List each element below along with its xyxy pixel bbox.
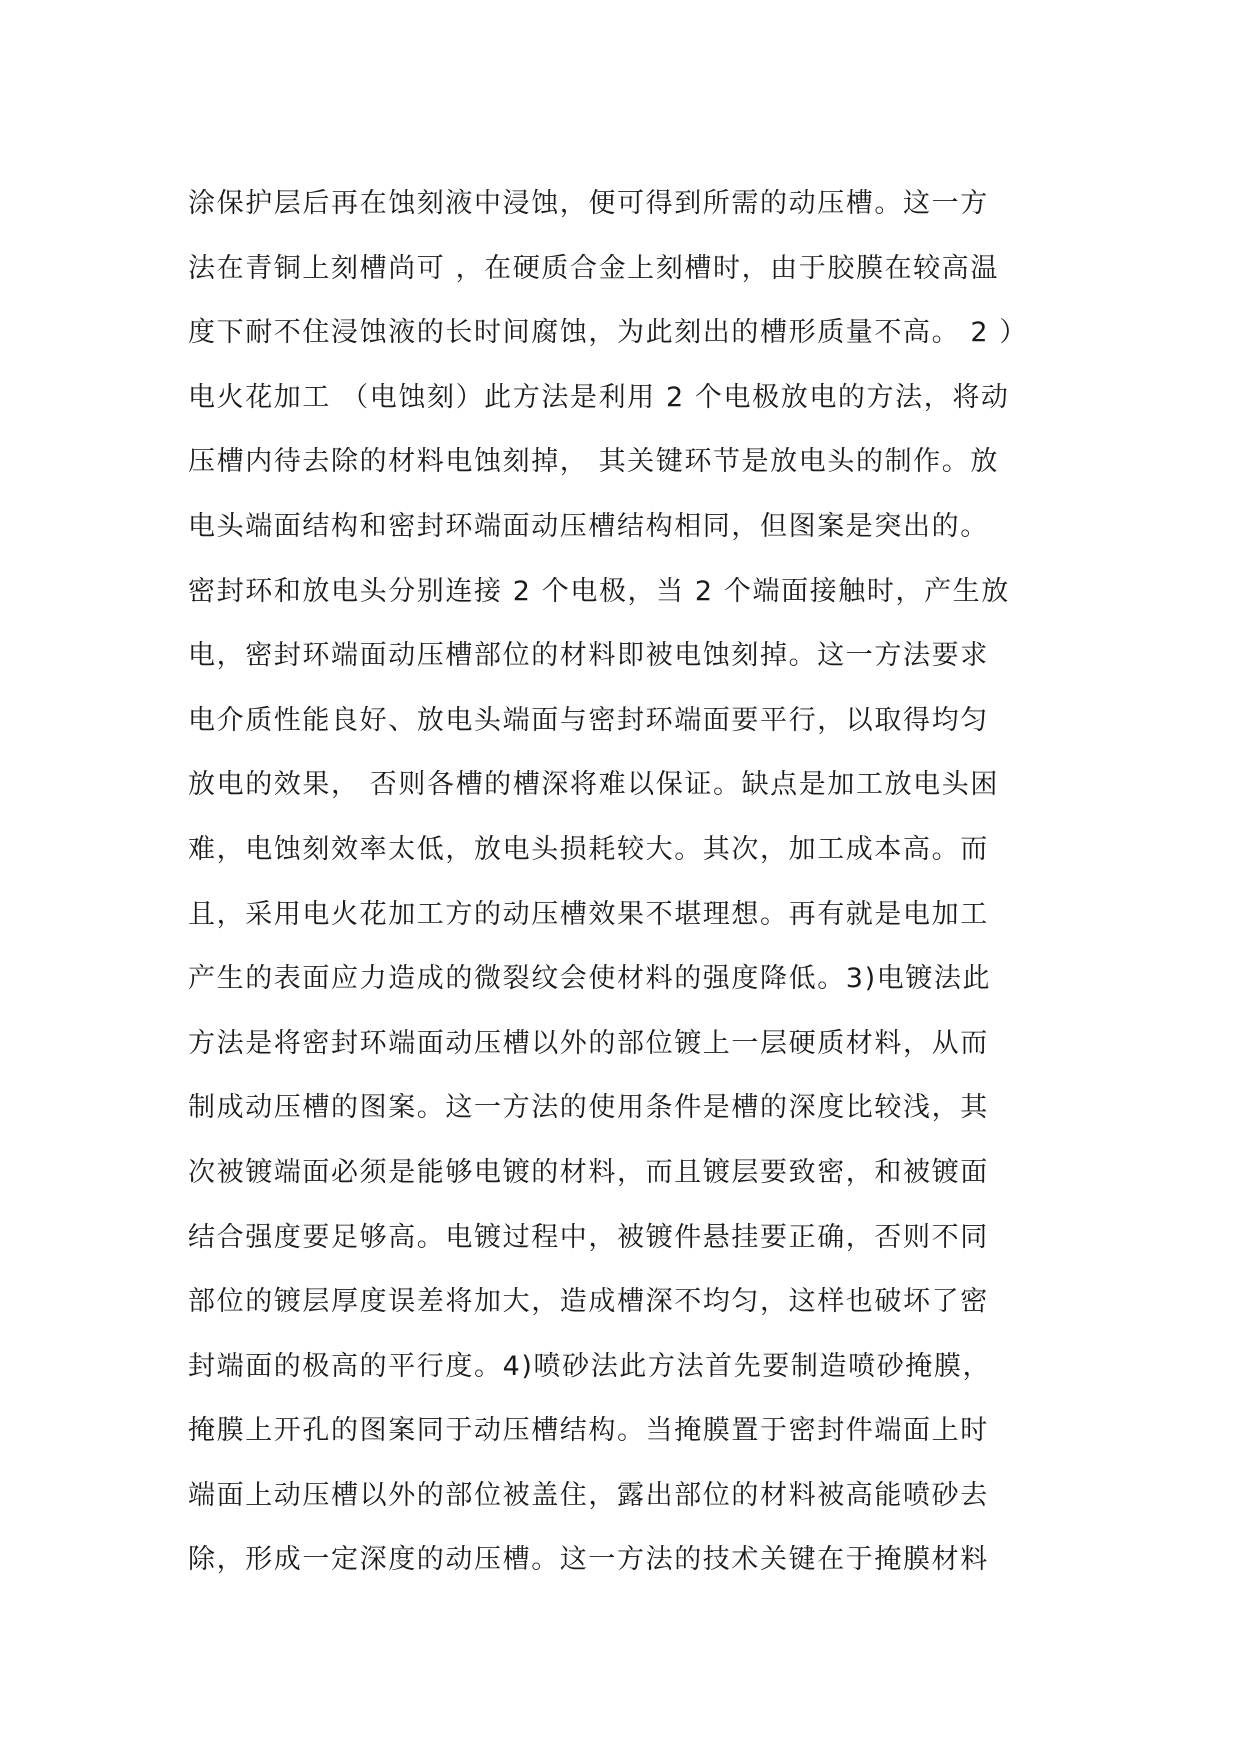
text-line: 掩膜上开孔的图案同于动压槽结构。当掩膜置于密封件端面上时 <box>188 1415 989 1447</box>
text-line: 电火花加工 （电蚀刻）此方法是利用 2 个电极放电的方法，将动 <box>188 381 1010 413</box>
body-text <box>188 172 1068 1593</box>
text-line: 电介质性能良好、放电头端面与密封环端面要平行，以取得均匀 <box>188 704 989 736</box>
text-line: 度下耐不住浸蚀液的长时间腐蚀，为此刻出的槽形质量不高。 2 ） <box>188 317 1028 349</box>
text-line: 结合强度要足够高。电镀过程中，被镀件悬挂要正确，否则不同 <box>188 1221 989 1253</box>
text-line: 难，电蚀刻效率太低，放电头损耗较大。其次，加工成本高。而 <box>188 833 989 865</box>
text-line: 除，形成一定深度的动压槽。这一方法的技术关键在于掩膜材料 <box>188 1544 989 1576</box>
text-line: 电头端面结构和密封环端面动压槽结构相同，但图案是突出的。 <box>188 510 989 542</box>
text-line: 封端面的极高的平行度。4)喷砂法此方法首先要制造喷砂掩膜， <box>188 1350 992 1382</box>
text-line: 制成动压槽的图案。这一方法的使用条件是槽的深度比较浅，其 <box>188 1092 989 1124</box>
text-line: 端面上动压槽以外的部位被盖住，露出部位的材料被高能喷砂去 <box>188 1479 989 1511</box>
text-line: 次被镀端面必须是能够电镀的材料，而且镀层要致密，和被镀面 <box>188 1156 989 1188</box>
text-line: 放电的效果， 否则各槽的槽深将难以保证。缺点是加工放电头困 <box>188 769 999 801</box>
text-line: 电，密封环端面动压槽部位的材料即被电蚀刻掉。这一方法要求 <box>188 640 989 672</box>
text-line: 部位的镀层厚度误差将加大，造成槽深不均匀，这样也破坏了密 <box>188 1286 989 1318</box>
text-line: 压槽内待去除的材料电蚀刻掉， 其关键环节是放电头的制作。放 <box>188 446 999 478</box>
text-line: 密封环和放电头分别连接 2 个电极，当 2 个端面接触时，产生放 <box>188 575 1010 607</box>
text-line: 且，采用电火花加工方的动压槽效果不堪理想。再有就是电加工 <box>188 898 989 930</box>
text-line: 产生的表面应力造成的微裂纹会使材料的强度降低。3)电镀法此 <box>188 963 992 995</box>
text-line: 方法是将密封环端面动压槽以外的部位镀上一层硬质材料，从而 <box>188 1027 989 1059</box>
text-line: 涂保护层后再在蚀刻液中浸蚀，便可得到所需的动压槽。这一方 <box>188 188 989 219</box>
text-line: 法在青铜上刻槽尚可 ，在硬质合金上刻槽时，由于胶膜在较高温 <box>188 252 999 284</box>
